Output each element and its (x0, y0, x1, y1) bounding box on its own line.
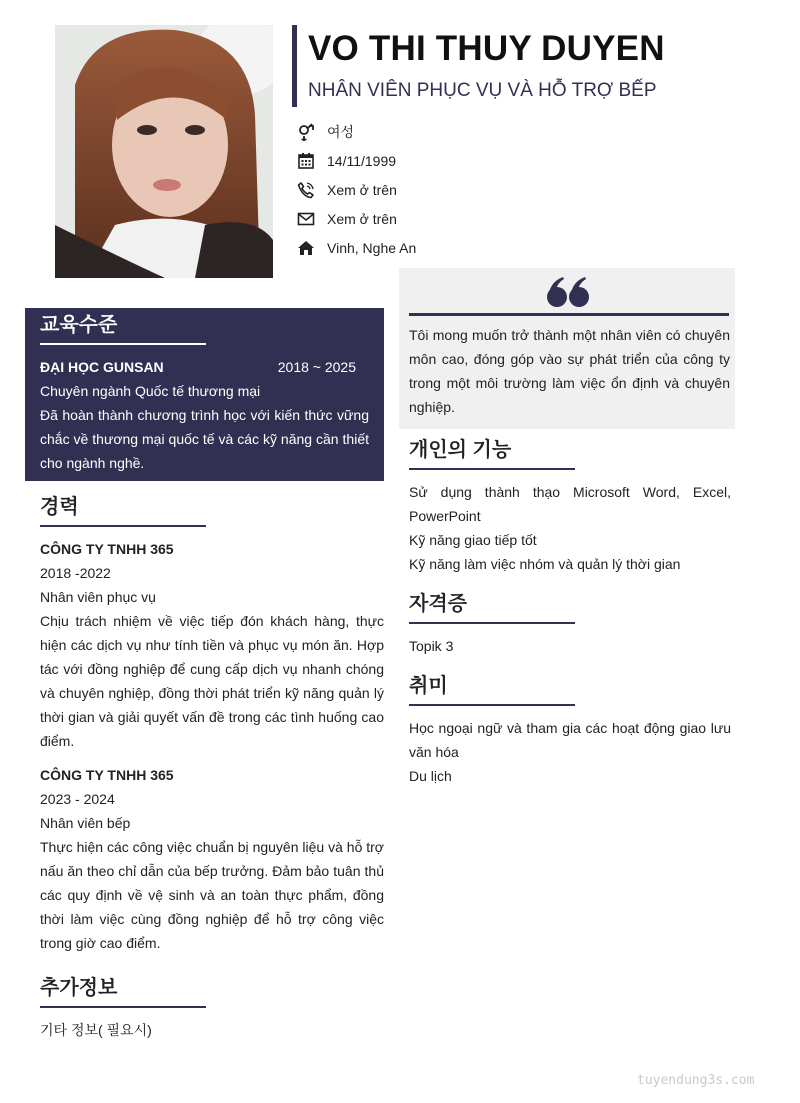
contact-email (297, 204, 597, 233)
contact-address (297, 233, 597, 262)
quote-divider (409, 313, 729, 316)
phone-icon (297, 181, 315, 199)
gender-icon (297, 123, 315, 141)
hobby-item: Du lịch (409, 768, 452, 784)
watermark: tuyendung3s.com (637, 1073, 755, 1088)
certificates-section (409, 590, 731, 658)
contact-phone (297, 175, 597, 204)
contact-text: Xem ở trên (327, 210, 397, 227)
education-years: 2018 ~ 2025 (277, 359, 356, 375)
contact-gender (297, 117, 597, 146)
quote-icon (547, 276, 591, 313)
job-title: NHÂN VIÊN PHỤC VỤ VÀ HỖ TRỢ BẾP (308, 80, 657, 101)
job-description: Chịu trách nhiệm về việc tiếp đón khách hàng, thực hiện các dịch vụ như tính tiền và phục vụ món ăn. Hợp tác với đồng nghiệp để cung cấp dịch vụ nhanh chóng và chuyên nghiệp, đồng thời phát triển kỹ năng quản lý thời gian và giải quyết vấn đề trong các tình huống cao điểm. (40, 613, 384, 749)
full-name: VO THI THUY DUYEN (308, 29, 665, 68)
education-section (25, 308, 384, 481)
contact-text: Xem ở trên (327, 181, 397, 198)
education-description: Đã hoàn thành chương trình học với kiến thức vững chắc về thương mại quốc tế và các kỹ năng cần thiết cho ngành nghề. (40, 407, 369, 471)
school-name: ĐẠI HỌC GUNSAN (40, 359, 164, 375)
contact-text: 14/11/1999 (327, 152, 397, 169)
section-title: 추가정보 (40, 977, 118, 999)
education-major: Chuyên ngành Quốc tế thương mại (40, 383, 261, 399)
section-divider (40, 343, 206, 345)
calendar-icon (297, 152, 315, 170)
skill-item: Kỹ năng làm việc nhóm và quản lý thời gian (409, 556, 681, 572)
objective-text: Tôi mong muốn trở thành một nhân viên có chuyên môn cao, đóng góp vào sự phát triển của công ty trong một môi trường làm việc ổn định và chuyên nghiệp. (409, 327, 730, 415)
company-name: CÔNG TY TNHH 365 (40, 767, 174, 783)
job-position: Nhân viên bếp (40, 815, 131, 831)
objective-box (399, 268, 735, 429)
job-item (40, 537, 384, 753)
section-title: 교육수준 (40, 314, 118, 336)
home-icon (297, 239, 315, 257)
job-description: Thực hiện các công việc chuẩn bị nguyên liệu và hỗ trợ nấu ăn theo chỉ dẫn của bếp trưởng. Đảm bảo tuân thủ các quy định về vệ sinh và an toàn thực phẩm, đồng thời làm việc cùng đồng nghiệp để hỗ trợ công việc trong giờ cao điểm. (40, 839, 384, 951)
job-period: 2023 - 2024 (40, 791, 115, 807)
contact-text: 여성 (327, 123, 355, 140)
contact-birthday (297, 146, 597, 175)
education-header (40, 355, 369, 379)
certificate-item: Topik 3 (409, 638, 454, 654)
section-title: 자격증 (409, 593, 467, 615)
job-period: 2018 -2022 (40, 565, 111, 581)
contact-text: Vinh, Nghe An (327, 239, 417, 256)
job-item (40, 763, 384, 955)
skill-item: Kỹ năng giao tiếp tốt (409, 532, 537, 548)
section-title: 개인의 기능 (409, 439, 512, 461)
section-title: 취미 (409, 675, 448, 697)
contact-list (297, 117, 597, 262)
hobbies-section (409, 672, 731, 788)
profile-photo (55, 25, 273, 278)
additional-section (40, 974, 384, 1042)
experience-section (40, 493, 384, 955)
section-title: 경력 (40, 496, 79, 518)
additional-text: 기타 정보( 필요시) (40, 1022, 152, 1038)
skill-item: Sử dụng thành thạo Microsoft Word, Excel, PowerPoint (409, 484, 731, 524)
skills-section (409, 436, 731, 576)
company-name: CÔNG TY TNHH 365 (40, 541, 174, 557)
mail-icon (297, 210, 315, 228)
job-position: Nhân viên phục vụ (40, 589, 156, 605)
hobby-item: Học ngoại ngữ và tham gia các hoạt động giao lưu văn hóa (409, 720, 731, 760)
header (292, 25, 762, 107)
